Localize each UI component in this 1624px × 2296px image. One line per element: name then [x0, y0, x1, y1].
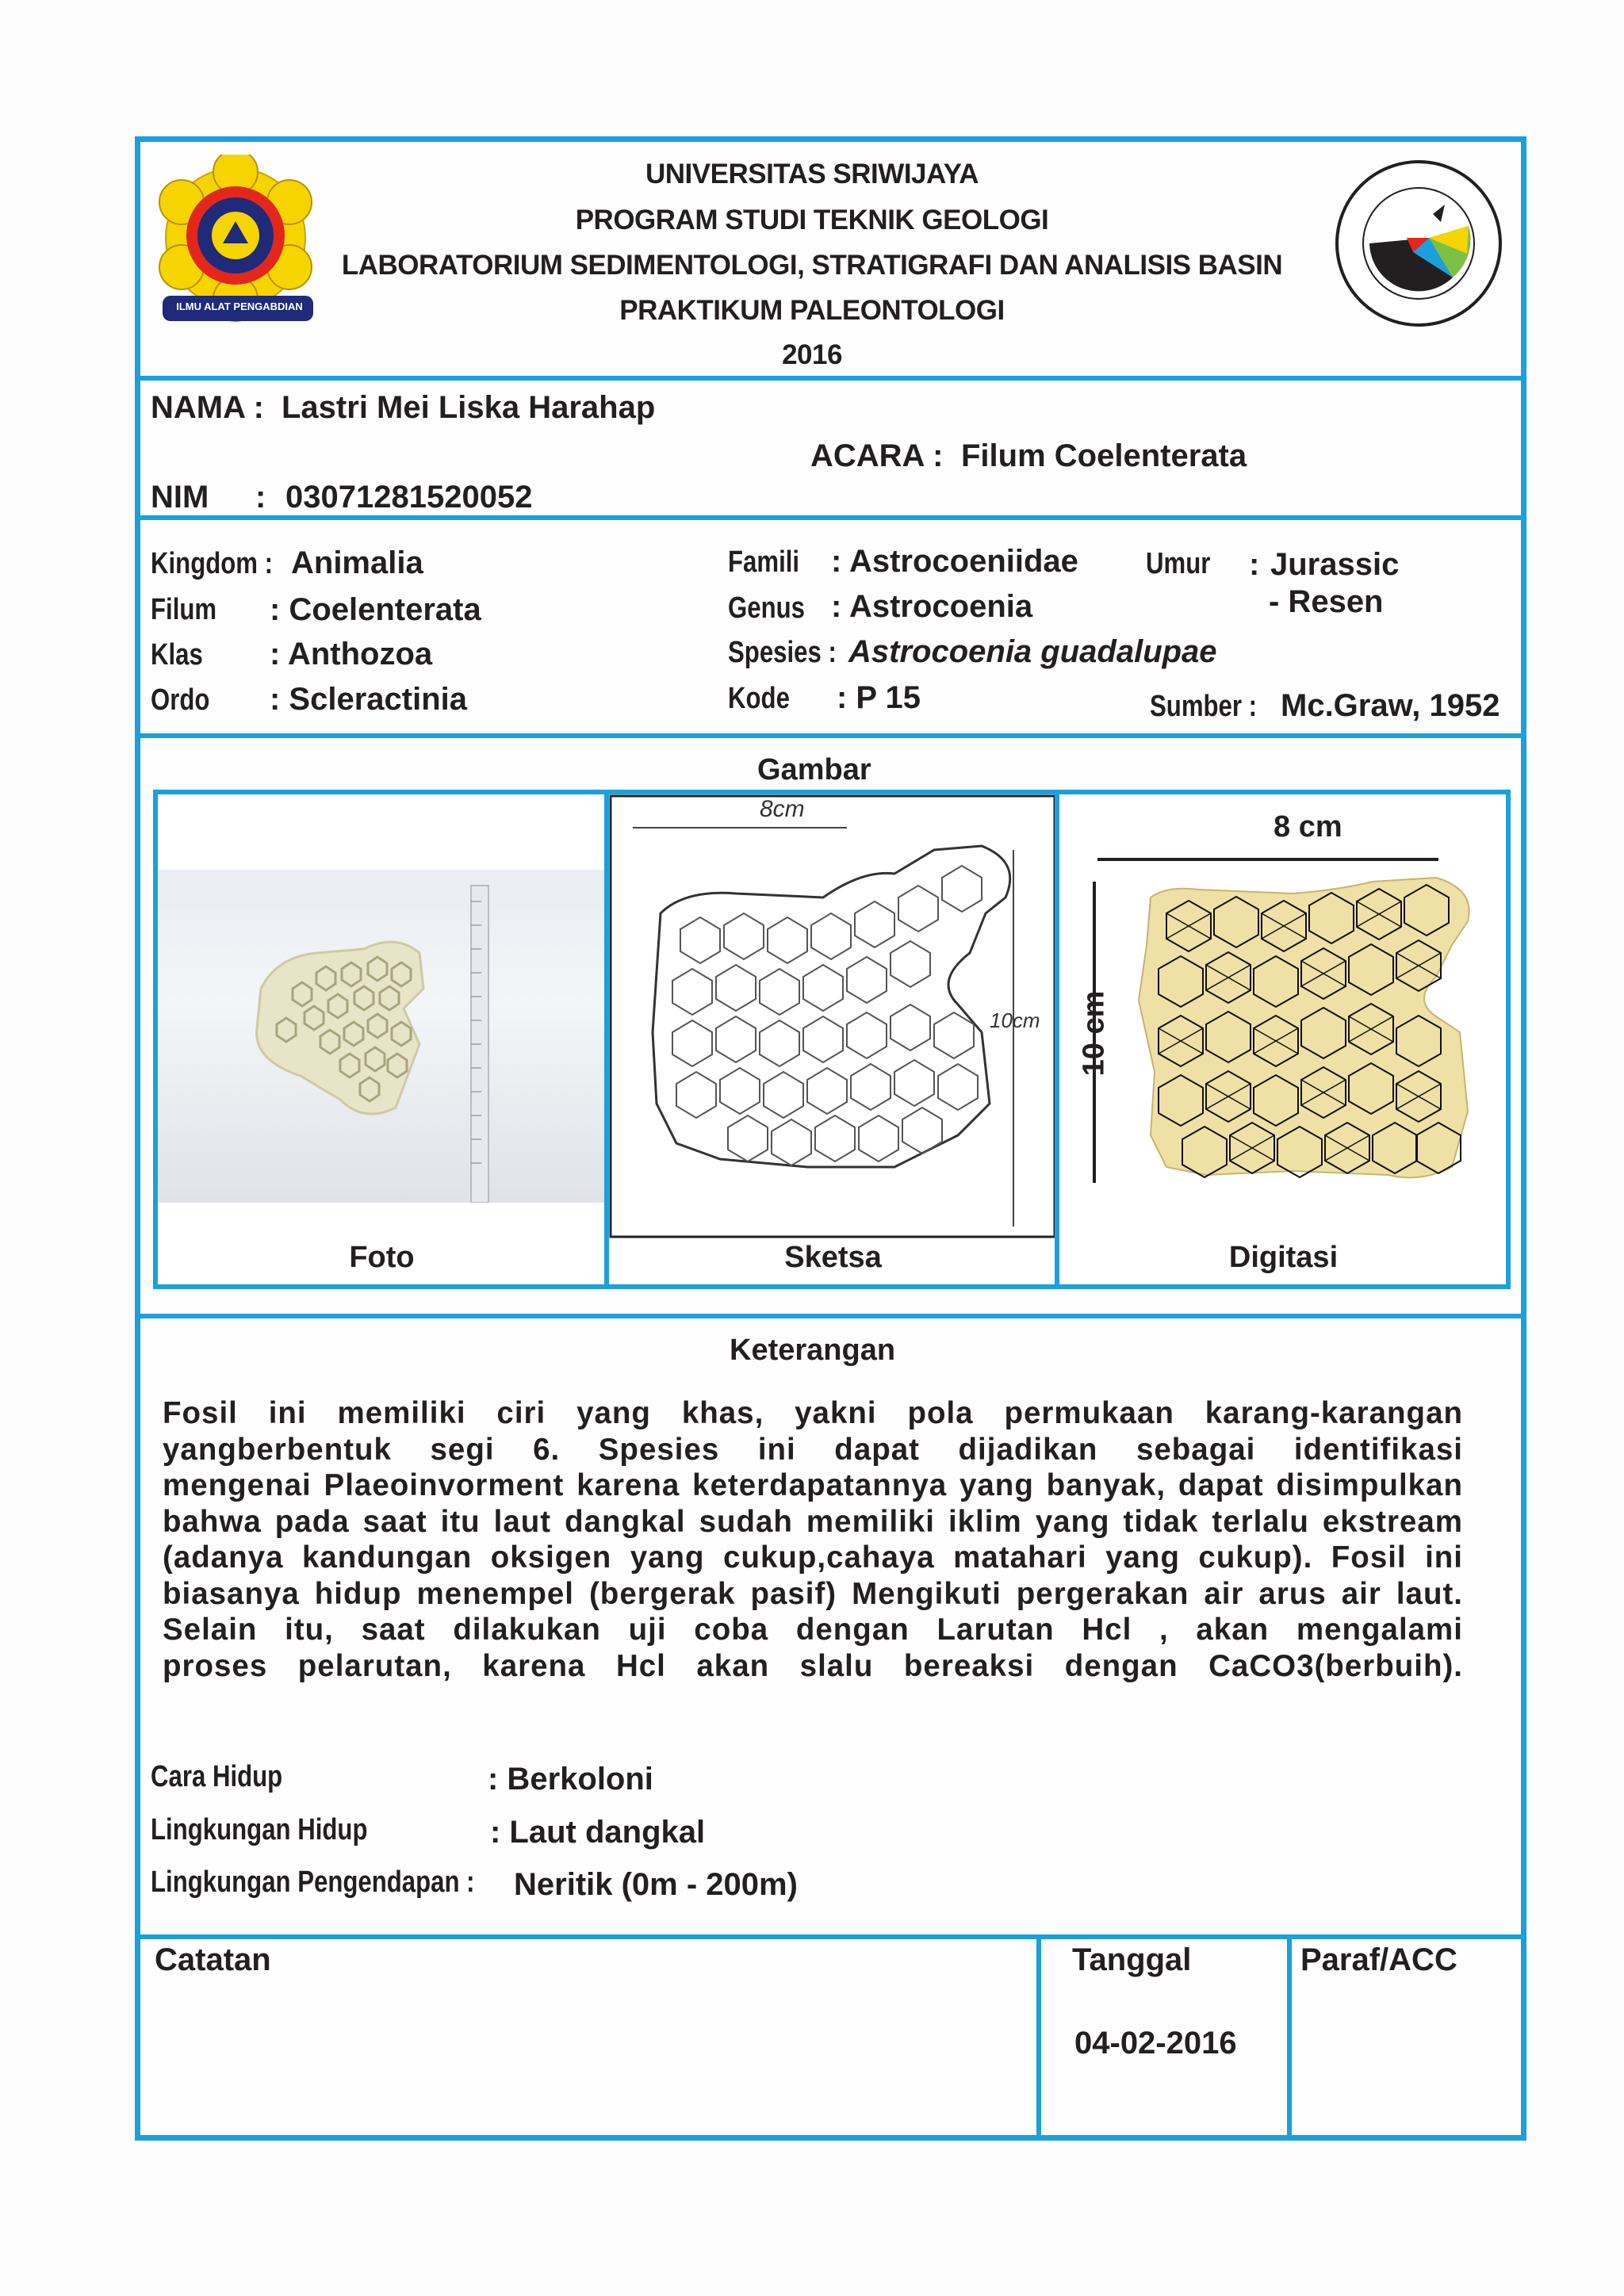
filum-label: Filum [151, 593, 217, 626]
foto-photo [158, 870, 606, 1203]
header-practicum: PRAKTIKUM PALEONTOLOGI [619, 295, 1005, 326]
tanggal-value: 04-02-2016 [1074, 2026, 1237, 2061]
divider-student [135, 515, 1526, 520]
sumber-label: Sumber : [1150, 690, 1258, 723]
foto-panel [153, 790, 609, 1289]
kingdom-label: Kingdom : [151, 547, 274, 580]
keterangan-line: Selain itu, saat dilakukan uji coba dengan Larutan Hcl , akan mengalami [163, 1613, 1463, 1647]
umur-colon: : [1249, 547, 1260, 582]
digit-width-line [1097, 858, 1438, 861]
divider-taxonomy [135, 733, 1526, 738]
paraf-label: Paraf/ACC [1300, 1942, 1457, 1977]
famili-label: Famili [728, 545, 800, 579]
genus-label: Genus [728, 591, 805, 625]
ordo-label: Ordo [151, 683, 210, 717]
keterangan-line: yangberbentuk segi 6. Spesies ini dapat dijadikan sebagai identifikasi [163, 1432, 1463, 1467]
sketch-width-label: 8cm [760, 796, 805, 822]
keterangan-text [163, 1395, 1463, 1684]
umur-value-1: Jurassic [1270, 547, 1400, 582]
spesies-label: Spesies : [728, 636, 837, 669]
digitasi-caption: Digitasi [1228, 1241, 1339, 1274]
lingkungan-pengendapan-value: Neritik (0m - 200m) [514, 1867, 798, 1902]
ordo-value: : Scleractinia [270, 682, 468, 717]
lingkungan-hidup-value: : Laut dangkal [490, 1815, 706, 1850]
famili-value: : Astrocoeniidae [831, 544, 1078, 579]
nama-label: NAMA : [151, 390, 264, 425]
digitasi-drawing [1135, 874, 1492, 1223]
keterangan-line: mengenai Plaeoinvorment karena keterdapatannya yang banyak, dapat disimpulkan [163, 1468, 1463, 1502]
sumber-value: Mc.Graw, 1952 [1281, 688, 1500, 723]
umur-value-2: - Resen [1269, 584, 1384, 619]
divider-tanggal [1036, 1934, 1041, 2141]
nim-colon: : [255, 480, 266, 515]
kingdom-value: Animalia [291, 545, 423, 580]
digit-width-label: 8 cm [1274, 810, 1342, 844]
tanggal-label: Tanggal [1072, 1942, 1192, 1977]
keterangan-line: proses pelarutan, karena Hcl akan slalu bereaksi dengan CaCO3(berbuih). [163, 1648, 1463, 1683]
keterangan-line: Fosil ini memiliki ciri yang khas, yakni pola permukaan karang-karangan [163, 1396, 1463, 1430]
kode-label: Kode [728, 682, 790, 715]
spesies-value: Astrocoenia guadalupae [848, 634, 1217, 669]
keterangan-line: bahwa pada saat itu laut dangkal sudah memiliki iklim yang tidak terlalu ekstream [163, 1504, 1463, 1539]
lingkungan-pengendapan-label: Lingkungan Pengendapan : [151, 1866, 475, 1899]
nim-value: 03071281520052 [285, 480, 533, 515]
sketsa-panel [604, 790, 1060, 1289]
catatan-label: Catatan [155, 1942, 271, 1977]
acara-value: Filum Coelenterata [961, 438, 1247, 473]
cara-hidup-label: Cara Hidup [151, 1760, 283, 1793]
nim-label: NIM [151, 480, 209, 515]
klas-label: Klas [151, 638, 203, 672]
umur-label: Umur [1146, 547, 1211, 580]
header-year: 2016 [782, 339, 842, 370]
keterangan-title: Keterangan [730, 1334, 896, 1367]
divider-paraf [1287, 1934, 1292, 2141]
divider-header [135, 376, 1526, 381]
digit-height-label: 10 cm [1077, 990, 1111, 1077]
cara-hidup-value: : Berkoloni [488, 1762, 653, 1797]
genus-value: : Astrocoenia [831, 589, 1033, 624]
foto-caption: Foto [349, 1241, 415, 1274]
lingkungan-hidup-label: Lingkungan Hidup [151, 1813, 368, 1846]
filum-value: : Coelenterata [270, 592, 481, 627]
digitasi-panel [1055, 790, 1511, 1289]
keterangan-line: biasanya hidup menempel (bergerak pasif) Mengikuti pergerakan air arus air laut. [163, 1576, 1463, 1611]
divider-gambar [135, 1314, 1526, 1318]
sketch-height-label: 10cm [990, 1008, 1040, 1032]
sketsa-caption: Sketsa [784, 1241, 882, 1274]
header-program: PROGRAM STUDI TEKNIK GEOLOGI [575, 205, 1049, 235]
nama-value: Lastri Mei Liska Harahap [282, 390, 656, 425]
header-laboratory: LABORATORIUM SEDIMENTOLOGI, STRATIGRAFI DAN ANALISIS BASIN [341, 250, 1283, 281]
divider-keterangan [135, 1934, 1526, 1939]
header-university: UNIVERSITAS SRIWIJAYA [645, 159, 979, 189]
kode-value: : P 15 [837, 680, 921, 715]
gambar-title: Gambar [757, 753, 871, 786]
keterangan-line: (adanya kandungan oksigen yang cukup,cahaya matahari yang cukup). Fosil ini [163, 1540, 1463, 1575]
klas-value: : Anthozoa [270, 637, 433, 672]
acara-label: ACARA : [810, 438, 944, 473]
logo-motto: ILMU ALAT PENGABDIAN [176, 300, 303, 312]
